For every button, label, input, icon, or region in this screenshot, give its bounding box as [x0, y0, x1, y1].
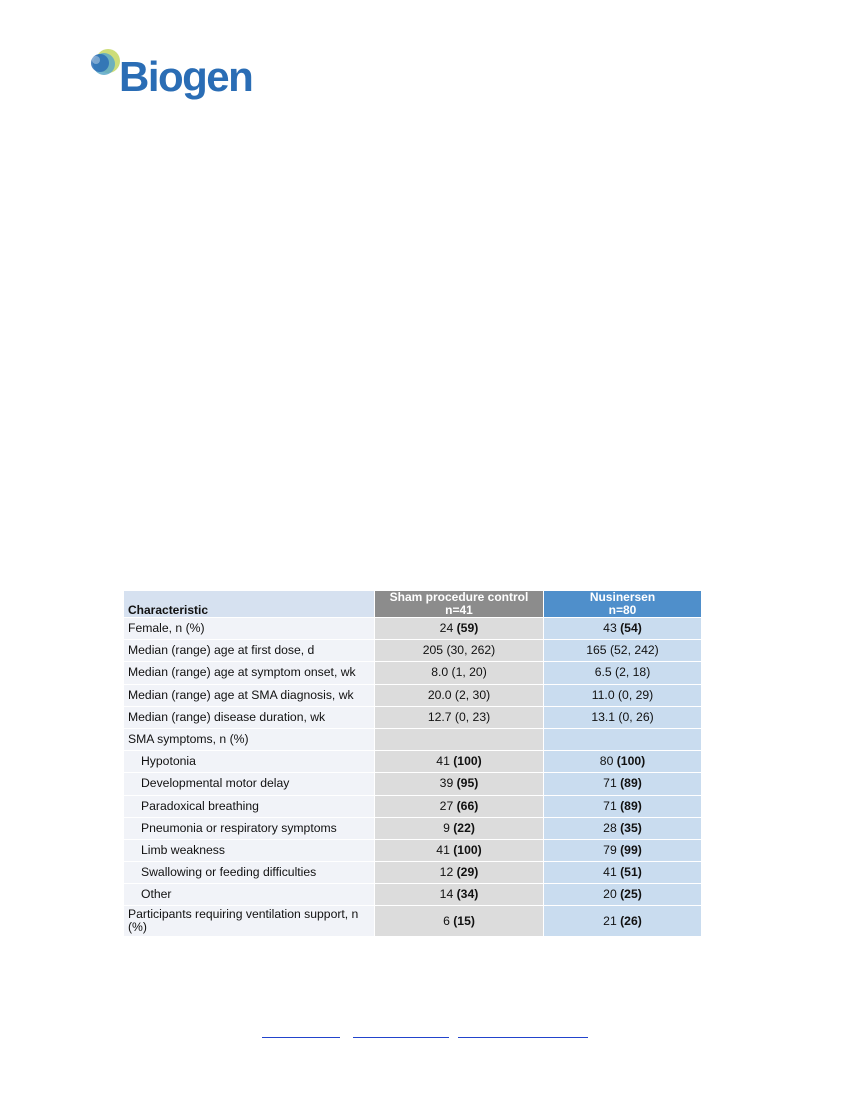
row-label: Female, n (%): [124, 618, 375, 640]
characteristic-header: Characteristic: [124, 591, 375, 618]
table-row: [124, 862, 702, 884]
value-percent: (15): [453, 913, 475, 928]
sham-value-cell: [375, 685, 544, 707]
row-label: Median (range) age at SMA diagnosis, wk: [124, 685, 375, 707]
table-row: [124, 618, 702, 640]
row-label: Hypotonia: [124, 751, 375, 773]
sham-value-cell: [375, 751, 544, 773]
value-text: 39: [439, 776, 457, 791]
sham-header-n: n=41: [445, 603, 473, 617]
biogen-logo: [86, 46, 253, 104]
footer-link-3[interactable]: [458, 1026, 588, 1038]
value-text: 41: [436, 754, 454, 769]
nusinersen-header-title: Nusinersen: [589, 590, 656, 604]
nusinersen-value-cell: [544, 707, 702, 729]
value-percent: (54): [620, 621, 642, 636]
value-percent: (29): [456, 865, 479, 880]
value-percent: (59): [456, 621, 479, 636]
nusinersen-value-cell: [544, 662, 702, 684]
value-percent: (100): [453, 754, 482, 769]
row-label: Median (range) age at symptom onset, wk: [124, 662, 375, 684]
sham-value-cell: [375, 618, 544, 640]
value-text: 28: [603, 820, 621, 835]
nusinersen-value-cell: [544, 618, 702, 640]
table-row: [124, 840, 702, 862]
value-percent: (22): [453, 820, 475, 835]
table-row: [124, 751, 702, 773]
row-label: Pneumonia or respiratory symptoms: [124, 818, 375, 840]
row-label: Median (range) disease duration, wk: [124, 707, 375, 729]
value-text: 205 (30, 262): [422, 643, 496, 658]
value-text: 43: [603, 621, 621, 636]
table-row: [124, 906, 702, 937]
value-text: 79: [603, 842, 621, 857]
value-percent: (89): [620, 776, 642, 791]
value-percent: (51): [620, 865, 642, 880]
value-text: 6: [443, 913, 454, 928]
nusinersen-header-n: n=80: [608, 603, 637, 617]
value-text: 9: [443, 820, 454, 835]
footer-link-1[interactable]: [262, 1026, 340, 1038]
table-row: [124, 707, 702, 729]
value-text: 11.0 (0, 29): [591, 687, 654, 702]
table-row: [124, 662, 702, 684]
sham-value-cell: [375, 640, 544, 662]
value-text: 41: [436, 842, 454, 857]
nusinersen-value-cell: [544, 685, 702, 707]
nusinersen-value-cell: [544, 796, 702, 818]
nusinersen-value-cell: [544, 818, 702, 840]
row-label: Median (range) age at first dose, d: [124, 640, 375, 662]
row-label: Limb weakness: [124, 840, 375, 862]
nusinersen-value-cell: [544, 773, 702, 795]
value-percent: (35): [620, 820, 642, 835]
row-label: Paradoxical breathing: [124, 796, 375, 818]
value-text: 20.0 (2, 30): [427, 687, 491, 702]
table-row: [124, 640, 702, 662]
nusinersen-value-cell: [544, 862, 702, 884]
nusinersen-header: [544, 591, 702, 618]
sham-value-cell: [375, 729, 544, 751]
footer-link-2[interactable]: [353, 1026, 449, 1038]
table-row: [124, 729, 702, 751]
table-row: [124, 884, 702, 906]
table-row: [124, 773, 702, 795]
value-text: 21: [603, 913, 621, 928]
value-percent: (89): [620, 798, 642, 813]
value-percent: (99): [620, 842, 642, 857]
value-percent: (100): [453, 842, 482, 857]
value-text: 80: [599, 754, 617, 769]
value-text: 6.5 (2, 18): [594, 665, 651, 680]
row-label: Participants requiring ventilation support, n (%): [124, 906, 375, 937]
sham-header-title: Sham procedure control: [389, 590, 529, 604]
sham-header: [375, 591, 544, 618]
value-text: 71: [603, 776, 621, 791]
value-percent: (100): [616, 754, 646, 769]
row-label: Other: [124, 884, 375, 906]
sham-value-cell: [375, 707, 544, 729]
value-percent: (34): [456, 887, 479, 902]
sham-value-cell: [375, 773, 544, 795]
table-row: [124, 685, 702, 707]
value-percent: (26): [620, 913, 642, 928]
value-percent: (66): [456, 798, 479, 813]
sham-value-cell: [375, 662, 544, 684]
value-text: 14: [439, 887, 457, 902]
biogen-wordmark: Biogen: [119, 53, 253, 100]
nusinersen-value-cell: [544, 751, 702, 773]
value-percent: (25): [620, 887, 642, 902]
nusinersen-value-cell: [544, 640, 702, 662]
nusinersen-value-cell: [544, 840, 702, 862]
value-text: 20: [603, 887, 621, 902]
table-header-row: [124, 591, 702, 618]
nusinersen-value-cell: [544, 906, 702, 937]
sham-value-cell: [375, 862, 544, 884]
sham-value-cell: [375, 906, 544, 937]
value-text: 13.1 (0, 26): [591, 709, 654, 724]
table-row: [124, 818, 702, 840]
value-text: 27: [439, 798, 457, 813]
value-text: 8.0 (1, 20): [431, 665, 487, 680]
value-text: 12.7 (0, 23): [427, 709, 491, 724]
row-label: Developmental motor delay: [124, 773, 375, 795]
value-text: 12: [439, 865, 457, 880]
value-percent: (95): [456, 776, 479, 791]
row-label: Swallowing or feeding difficulties: [124, 862, 375, 884]
sham-value-cell: [375, 818, 544, 840]
nusinersen-value-cell: [544, 729, 702, 751]
sham-value-cell: [375, 884, 544, 906]
value-text: 71: [603, 798, 621, 813]
sham-value-cell: [375, 840, 544, 862]
sham-value-cell: [375, 796, 544, 818]
value-text: 24: [439, 621, 457, 636]
table-row: [124, 796, 702, 818]
footer-links: [260, 1026, 590, 1038]
nusinersen-value-cell: [544, 884, 702, 906]
baseline-characteristics-table: [124, 591, 702, 937]
value-text: 165 (52, 242): [586, 643, 659, 658]
row-label: SMA symptoms, n (%): [124, 729, 375, 751]
value-text: 41: [603, 865, 621, 880]
